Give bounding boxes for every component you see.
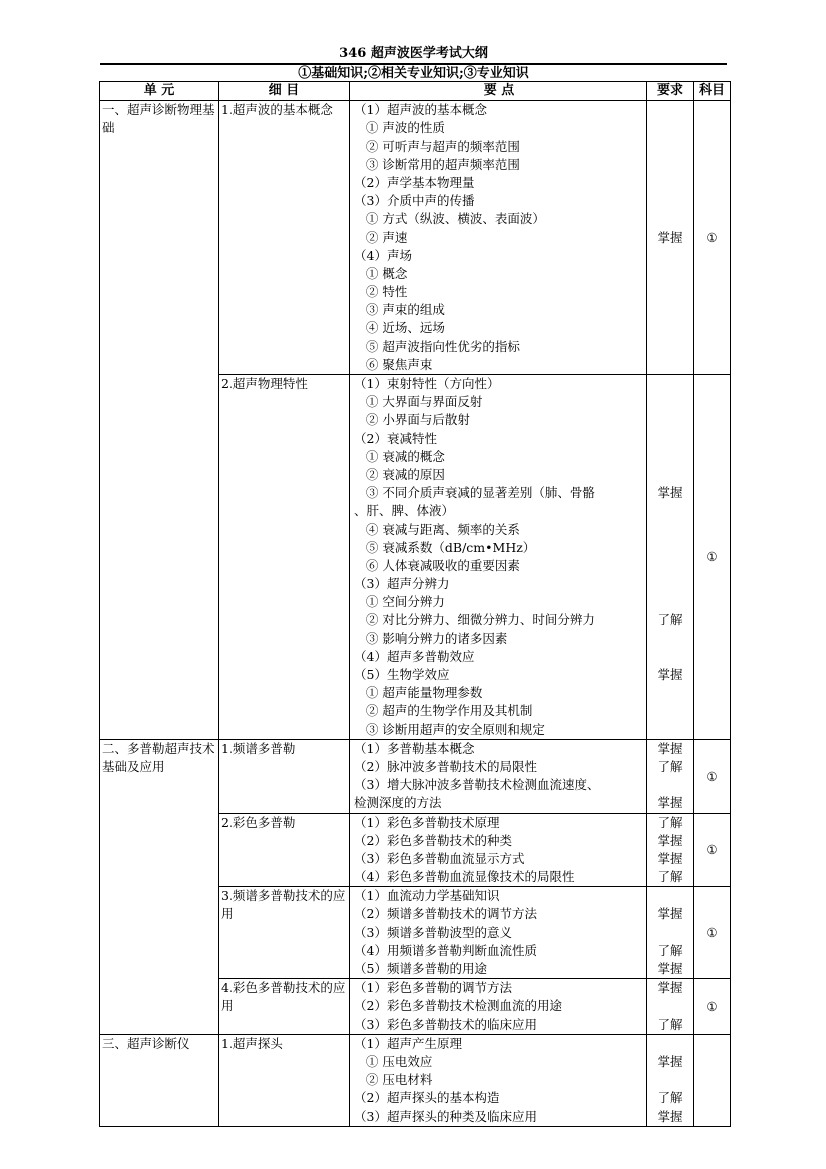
table-row [100, 101, 731, 375]
point-item: ③ 不同介质声衰减的显著差别（肺、骨骼 [354, 485, 595, 501]
requirement-item [649, 684, 691, 702]
point-item: ① 概念 [354, 265, 408, 281]
point-item: ③ 诊断用超声的安全原则和规定 [354, 721, 545, 737]
requirement-item: 掌握 [657, 740, 683, 756]
subject-cell: ① [694, 739, 731, 813]
detail-cell: 1.频谱多普勒 [219, 739, 350, 813]
header-detail: 细 目 [219, 82, 350, 101]
point-item: ② 衰减的原因 [354, 466, 445, 482]
subject-cell: ① [694, 979, 731, 1035]
point-item: （2）脉冲波多普勒技术的局限性 [354, 758, 537, 774]
point-item: （1）彩色多普勒技术原理 [354, 814, 500, 830]
requirement-item [649, 192, 691, 210]
requirement-item [649, 138, 691, 156]
point-item: （1）束射特性（方向性） [354, 376, 500, 392]
point-item: （1）血流动力学基础知识 [354, 888, 500, 904]
table-row [100, 1034, 731, 1126]
point-item: ② 小界面与后散射 [354, 412, 470, 428]
document-subtitle: ①基础知识;②相关专业知识;③专业知识 [100, 63, 727, 82]
requirement-item [649, 101, 691, 119]
detail-cell: 2.超声物理特性 [219, 375, 350, 740]
point-item: （5）频谱多普勒的用途 [354, 961, 487, 977]
requirement-item [649, 265, 691, 283]
table-row [100, 739, 731, 813]
point-item: 检测深度的方法 [354, 795, 442, 811]
header-requirement: 要求 [647, 82, 694, 101]
point-item: ② 可听声与超声的频率范围 [354, 138, 520, 154]
requirement-item: 掌握 [657, 229, 683, 245]
requirement-item [649, 430, 691, 448]
requirement-item: 掌握 [657, 485, 683, 501]
requirement-item [649, 702, 691, 720]
point-item: （2）超声探头的基本构造 [354, 1090, 500, 1106]
points-cell [350, 1034, 647, 1126]
requirement-item: 了解 [657, 942, 683, 958]
syllabus-table [99, 81, 731, 1127]
requirement-item [649, 575, 691, 593]
requirement-item [649, 448, 691, 466]
requirement-item [649, 924, 691, 942]
point-item: ② 对比分辨力、细微分辨力、时间分辨力 [354, 612, 595, 628]
point-item: ⑥ 人体衰减吸收的重要因素 [354, 557, 520, 573]
header-unit: 单 元 [100, 82, 219, 101]
requirement-item: 掌握 [657, 1053, 683, 1069]
requirement-item [649, 521, 691, 539]
point-item: （3）频谱多普勒波型的意义 [354, 924, 512, 940]
point-item: ⑤ 衰减系数（dB/cm•MHz） [354, 539, 536, 555]
requirement-item [649, 1071, 691, 1089]
requirement-item [649, 997, 691, 1015]
requirement-item [649, 210, 691, 228]
point-item: （1）超声波的基本概念 [354, 102, 487, 118]
requirement-item: 了解 [657, 612, 683, 628]
point-item: ① 空间分辨力 [354, 594, 445, 610]
requirement-item: 掌握 [657, 980, 683, 996]
table-header-row [100, 82, 731, 101]
point-item: 、肝、脾、体液） [354, 503, 455, 519]
point-item: （2）彩色多普勒技术检测血流的用途 [354, 998, 562, 1014]
document-title: 346 超声波医学考试大纲 [339, 46, 488, 61]
requirement-item [649, 502, 691, 520]
requirement-item: 了解 [657, 758, 683, 774]
point-item: （2）彩色多普勒技术的种类 [354, 832, 512, 848]
requirement-cell [647, 813, 694, 887]
requirement-item [649, 356, 691, 374]
point-item: ③ 诊断常用的超声频率范围 [354, 156, 520, 172]
requirement-item [649, 247, 691, 265]
requirement-item [649, 319, 691, 337]
point-item: （1）超声产生原理 [354, 1035, 462, 1051]
requirement-cell [647, 739, 694, 813]
requirement-item [649, 338, 691, 356]
point-item: （3）彩色多普勒技术的临床应用 [354, 1016, 537, 1032]
requirement-item [649, 301, 691, 319]
point-item: （3）介质中声的传播 [354, 193, 475, 209]
detail-cell: 3.频谱多普勒技术的应用 [219, 887, 350, 979]
point-item: （5）生物学效应 [354, 667, 450, 683]
point-item: （4）彩色多普勒血流显像技术的局限性 [354, 869, 575, 885]
subject-cell: ① [694, 375, 731, 740]
requirement-item: 了解 [657, 869, 683, 885]
detail-cell: 1.超声波的基本概念 [219, 101, 350, 375]
point-item: ① 声波的性质 [354, 120, 445, 136]
point-item: ② 特性 [354, 284, 408, 300]
requirement-item [649, 174, 691, 192]
point-item: （4）超声多普勒效应 [354, 648, 475, 664]
requirement-cell [647, 979, 694, 1035]
point-item: ④ 衰减与距离、频率的关系 [354, 521, 520, 537]
point-item: （3）彩色多普勒血流显示方式 [354, 850, 525, 866]
requirement-item [649, 721, 691, 739]
requirement-item [649, 119, 691, 137]
requirement-cell [647, 1034, 694, 1126]
point-item: ① 衰减的概念 [354, 448, 445, 464]
point-item: ① 方式（纵波、横波、表面波） [354, 211, 545, 227]
requirement-cell [647, 375, 694, 740]
requirement-item [649, 593, 691, 611]
point-item: ③ 影响分辨力的诸多因素 [354, 630, 508, 646]
requirement-item: 掌握 [657, 795, 683, 811]
requirement-item: 掌握 [657, 906, 683, 922]
point-item: ② 超声的生物学作用及其机制 [354, 703, 533, 719]
requirement-item: 了解 [657, 1016, 683, 1032]
point-item: ① 大界面与界面反射 [354, 394, 483, 410]
point-item: ⑤ 超声波指向性优劣的指标 [354, 338, 520, 354]
requirement-item: 了解 [657, 814, 683, 830]
requirement-item [649, 539, 691, 557]
points-cell [350, 887, 647, 979]
points-cell [350, 979, 647, 1035]
point-item: （3）增大脉冲波多普勒技术检测血流速度、 [354, 777, 600, 793]
point-item: （4）用频谱多普勒判断血流性质 [354, 942, 537, 958]
requirement-item [649, 1035, 691, 1053]
requirement-item: 掌握 [657, 832, 683, 848]
requirement-cell [647, 101, 694, 375]
point-item: （2）声学基本物理量 [354, 174, 475, 190]
requirement-cell [647, 887, 694, 979]
requirement-item [649, 411, 691, 429]
point-item: ① 超声能量物理参数 [354, 685, 483, 701]
requirement-item: 了解 [657, 1090, 683, 1106]
requirement-item [649, 156, 691, 174]
points-cell [350, 739, 647, 813]
point-item: ② 压电材料 [354, 1072, 433, 1088]
unit-cell: 一、超声诊断物理基础 [100, 101, 219, 740]
point-item: （3）超声探头的种类及临床应用 [354, 1108, 537, 1124]
requirement-item [649, 630, 691, 648]
subject-cell: ① [694, 101, 731, 375]
requirement-item [649, 375, 691, 393]
header-point: 要 点 [350, 82, 647, 101]
requirement-item [649, 648, 691, 666]
point-item: ① 压电效应 [354, 1053, 433, 1069]
point-item: （2）衰减特性 [354, 430, 437, 446]
detail-cell: 4.彩色多普勒技术的应用 [219, 979, 350, 1035]
requirement-item [649, 393, 691, 411]
subject-cell: ① [694, 887, 731, 979]
point-item: （3）超声分辨力 [354, 576, 450, 592]
subject-cell: ① [694, 813, 731, 887]
header-subject: 科目 [694, 82, 731, 101]
point-item: （1）多普勒基本概念 [354, 740, 475, 756]
requirement-item [649, 466, 691, 484]
point-item: ⑥ 聚焦声束 [354, 356, 433, 372]
point-item: ③ 声束的组成 [354, 302, 445, 318]
points-cell [350, 375, 647, 740]
point-item: ④ 近场、远场 [354, 320, 445, 336]
points-cell [350, 101, 647, 375]
requirement-item: 掌握 [657, 667, 683, 683]
points-cell [350, 813, 647, 887]
unit-cell: 三、超声诊断仪 [100, 1034, 219, 1126]
detail-cell: 2.彩色多普勒 [219, 813, 350, 887]
requirement-item [649, 776, 691, 794]
requirement-item [649, 283, 691, 301]
point-item: （4）声场 [354, 247, 412, 263]
requirement-item: 掌握 [657, 850, 683, 866]
requirement-item [649, 887, 691, 905]
point-item: （1）彩色多普勒的调节方法 [354, 980, 512, 996]
point-item: （2）频谱多普勒技术的调节方法 [354, 906, 537, 922]
requirement-item: 掌握 [657, 1108, 683, 1124]
subject-cell [694, 1034, 731, 1126]
detail-cell: 1.超声探头 [219, 1034, 350, 1126]
requirement-item: 掌握 [657, 961, 683, 977]
unit-cell: 二、多普勒超声技术基础及应用 [100, 739, 219, 1034]
requirement-item [649, 557, 691, 575]
point-item: ② 声速 [354, 229, 408, 245]
table-body [100, 101, 731, 1127]
